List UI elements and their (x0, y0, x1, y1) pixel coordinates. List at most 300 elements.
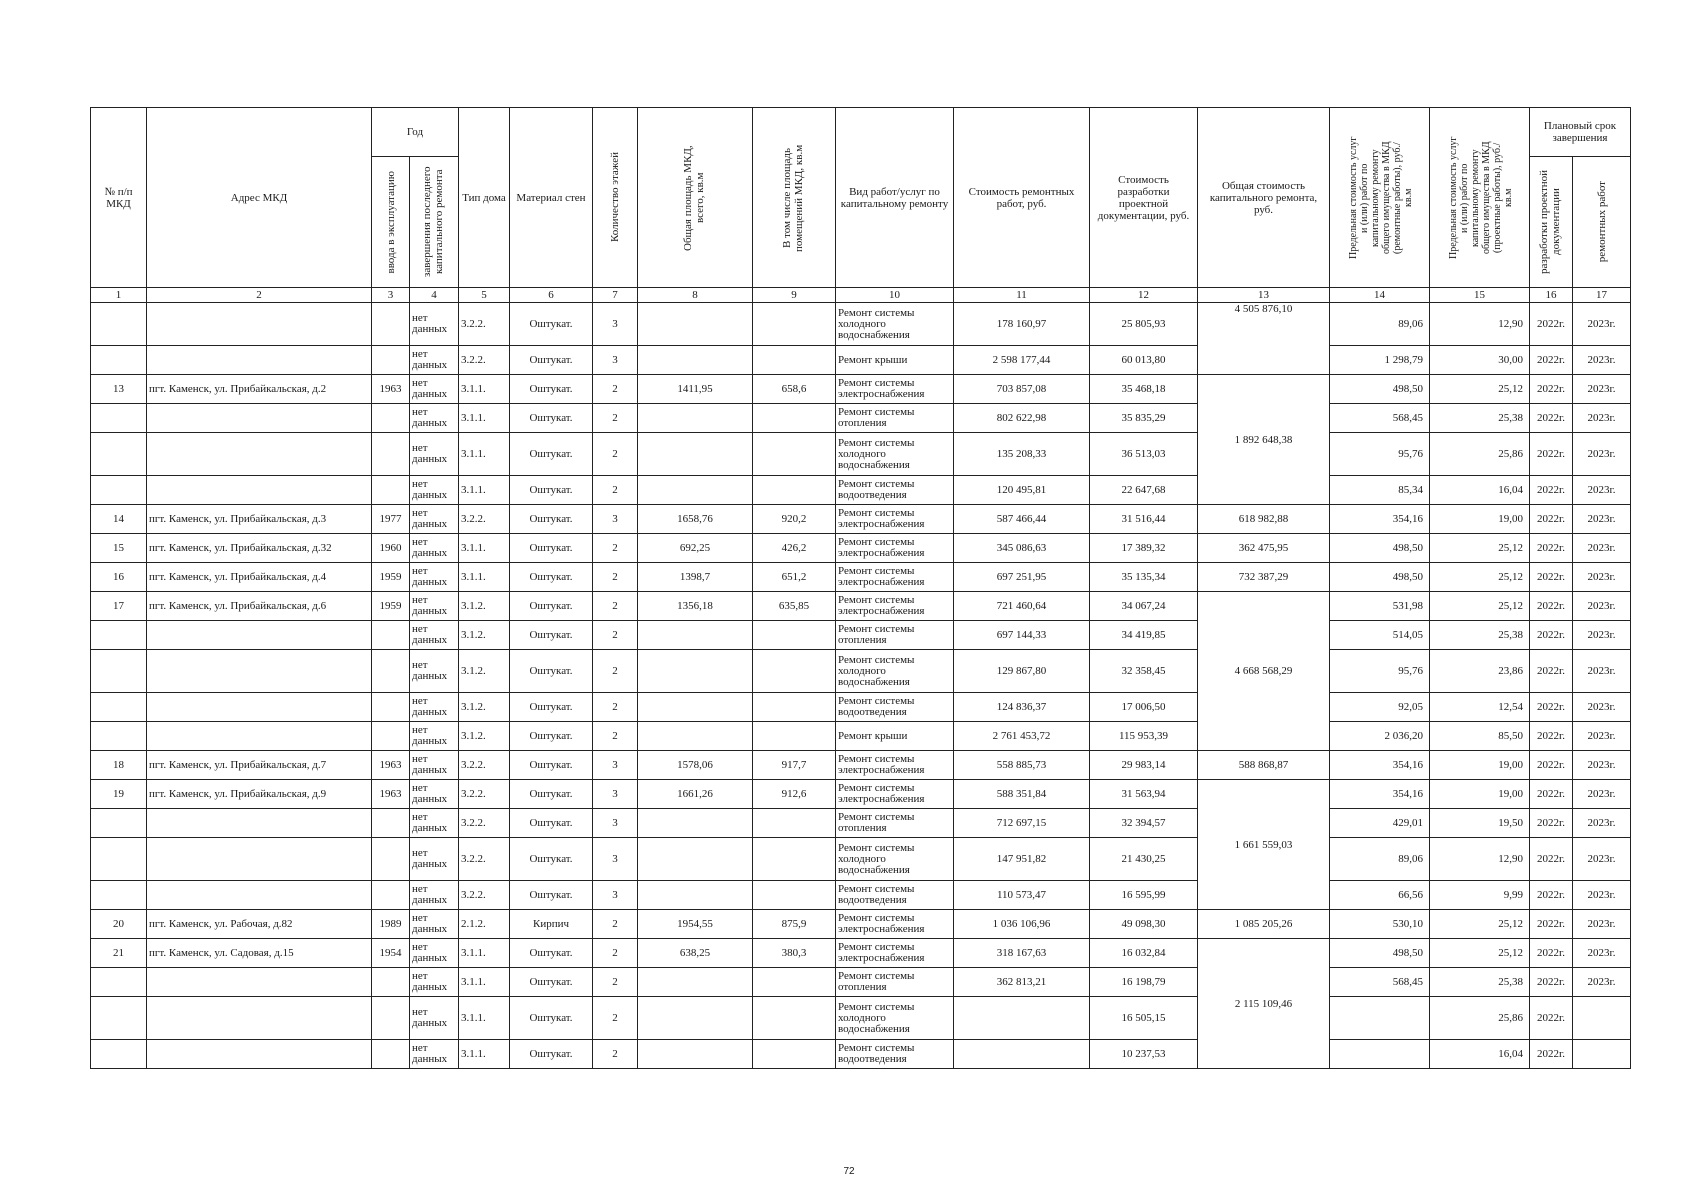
plan-repair-date-cell: 2023г. (1573, 722, 1631, 751)
table-row (91, 563, 1631, 592)
header-limit-design: Предельная стоимость услуг и (или) работ по капитальному ремонту общего имущества в МКД (проектные работы), руб./кв.м (1430, 108, 1530, 288)
total-area-cell (638, 809, 753, 838)
column-number: 4 (410, 288, 459, 303)
address-cell (147, 1040, 372, 1069)
total-area-cell: 1356,18 (638, 592, 753, 621)
plan-repair-date-cell: 2023г. (1573, 476, 1631, 505)
last-repair-year-cell: нет данных (410, 505, 459, 534)
row-number-cell: 19 (91, 780, 147, 809)
limit-repair-cell: 89,06 (1330, 838, 1430, 881)
row-number-cell (91, 433, 147, 476)
total-area-cell: 1578,06 (638, 751, 753, 780)
work-type-cell: Ремонт системы холодного водоснабжения (836, 838, 954, 881)
row-number-cell: 18 (91, 751, 147, 780)
total-area-cell: 1954,55 (638, 910, 753, 939)
commissioning-year-cell: 1960 (372, 534, 410, 563)
wall-material-cell: Оштукат. (510, 375, 593, 404)
column-number: 15 (1430, 288, 1530, 303)
work-type-cell: Ремонт системы водоотведения (836, 881, 954, 910)
header-commissioning-year: ввода в эксплуатацию (372, 157, 410, 288)
premises-area-cell: 651,2 (753, 563, 836, 592)
house-type-cell: 3.2.2. (459, 303, 510, 346)
wall-material-cell: Оштукат. (510, 346, 593, 375)
limit-repair-cell: 2 036,20 (1330, 722, 1430, 751)
premises-area-cell (753, 722, 836, 751)
row-number-cell (91, 404, 147, 433)
house-type-cell: 3.1.2. (459, 722, 510, 751)
commissioning-year-cell: 1959 (372, 563, 410, 592)
design-cost-cell: 49 098,30 (1090, 910, 1198, 939)
table-row (91, 433, 1631, 476)
limit-repair-cell: 531,98 (1330, 592, 1430, 621)
work-type-cell: Ремонт крыши (836, 722, 954, 751)
floors-cell: 3 (593, 838, 638, 881)
limit-design-cell: 25,12 (1430, 592, 1530, 621)
address-cell (147, 404, 372, 433)
house-type-cell: 3.1.1. (459, 534, 510, 563)
house-type-cell: 3.1.2. (459, 650, 510, 693)
total-area-cell: 1411,95 (638, 375, 753, 404)
floors-cell: 2 (593, 404, 638, 433)
wall-material-cell: Оштукат. (510, 433, 593, 476)
address-cell (147, 968, 372, 997)
last-repair-year-cell: нет данных (410, 592, 459, 621)
address-cell: пгт. Каменск, ул. Рабочая, д.82 (147, 910, 372, 939)
design-cost-cell: 16 505,15 (1090, 997, 1198, 1040)
repair-cost-cell: 587 466,44 (954, 505, 1090, 534)
limit-design-cell: 12,90 (1430, 838, 1530, 881)
plan-design-date-cell: 2022г. (1530, 303, 1573, 346)
limit-repair-cell: 85,34 (1330, 476, 1430, 505)
row-number-cell: 16 (91, 563, 147, 592)
total-area-cell (638, 433, 753, 476)
premises-area-cell: 380,3 (753, 939, 836, 968)
last-repair-year-cell: нет данных (410, 809, 459, 838)
total-area-cell (638, 722, 753, 751)
repair-cost-cell: 124 836,37 (954, 693, 1090, 722)
plan-design-date-cell: 2022г. (1530, 505, 1573, 534)
house-type-cell: 2.1.2. (459, 910, 510, 939)
commissioning-year-cell: 1959 (372, 592, 410, 621)
work-type-cell: Ремонт системы отопления (836, 404, 954, 433)
limit-repair-cell: 568,45 (1330, 404, 1430, 433)
repair-cost-cell (954, 1040, 1090, 1069)
repair-cost-cell: 178 160,97 (954, 303, 1090, 346)
header-house-type: Тип дома (459, 108, 510, 288)
column-number: 8 (638, 288, 753, 303)
row-number-cell (91, 303, 147, 346)
premises-area-cell (753, 650, 836, 693)
row-number-cell (91, 1040, 147, 1069)
column-number: 9 (753, 288, 836, 303)
limit-design-cell: 25,12 (1430, 534, 1530, 563)
total-cost-cell: 1 661 559,03 (1198, 780, 1330, 910)
work-type-cell: Ремонт системы отопления (836, 968, 954, 997)
row-number-cell (91, 650, 147, 693)
last-repair-year-cell: нет данных (410, 997, 459, 1040)
plan-repair-date-cell: 2023г. (1573, 303, 1631, 346)
last-repair-year-cell: нет данных (410, 404, 459, 433)
address-cell (147, 722, 372, 751)
last-repair-year-cell: нет данных (410, 650, 459, 693)
last-repair-year-cell: нет данных (410, 621, 459, 650)
plan-repair-date-cell: 2023г. (1573, 404, 1631, 433)
limit-repair-cell: 530,10 (1330, 910, 1430, 939)
wall-material-cell: Оштукат. (510, 968, 593, 997)
design-cost-cell: 31 516,44 (1090, 505, 1198, 534)
limit-design-cell: 16,04 (1430, 476, 1530, 505)
design-cost-cell: 32 394,57 (1090, 809, 1198, 838)
house-type-cell: 3.1.1. (459, 1040, 510, 1069)
limit-design-cell: 12,54 (1430, 693, 1530, 722)
limit-design-cell: 25,38 (1430, 621, 1530, 650)
wall-material-cell: Оштукат. (510, 693, 593, 722)
premises-area-cell: 917,7 (753, 751, 836, 780)
house-type-cell: 3.2.2. (459, 780, 510, 809)
premises-area-cell (753, 476, 836, 505)
design-cost-cell: 17 006,50 (1090, 693, 1198, 722)
premises-area-cell (753, 404, 836, 433)
plan-design-date-cell: 2022г. (1530, 1040, 1573, 1069)
limit-repair-cell: 95,76 (1330, 650, 1430, 693)
limit-repair-cell: 1 298,79 (1330, 346, 1430, 375)
row-number-cell (91, 621, 147, 650)
row-number-cell (91, 997, 147, 1040)
floors-cell: 3 (593, 505, 638, 534)
limit-repair-cell (1330, 997, 1430, 1040)
design-cost-cell: 34 419,85 (1090, 621, 1198, 650)
repair-cost-cell: 697 144,33 (954, 621, 1090, 650)
column-number: 10 (836, 288, 954, 303)
address-cell (147, 693, 372, 722)
row-number-cell: 13 (91, 375, 147, 404)
commissioning-year-cell (372, 476, 410, 505)
house-type-cell: 3.2.2. (459, 838, 510, 881)
address-cell (147, 346, 372, 375)
commissioning-year-cell: 1963 (372, 375, 410, 404)
address-cell: пгт. Каменск, ул. Прибайкальская, д.7 (147, 751, 372, 780)
plan-repair-date-cell: 2023г. (1573, 346, 1631, 375)
commissioning-year-cell: 1963 (372, 751, 410, 780)
limit-design-cell: 19,00 (1430, 505, 1530, 534)
house-type-cell: 3.2.2. (459, 881, 510, 910)
row-number-cell: 21 (91, 939, 147, 968)
commissioning-year-cell: 1954 (372, 939, 410, 968)
house-type-cell: 3.2.2. (459, 505, 510, 534)
repair-cost-cell: 318 167,63 (954, 939, 1090, 968)
limit-design-cell: 25,12 (1430, 375, 1530, 404)
total-area-cell (638, 997, 753, 1040)
premises-area-cell (753, 968, 836, 997)
premises-area-cell: 426,2 (753, 534, 836, 563)
last-repair-year-cell: нет данных (410, 563, 459, 592)
repair-cost-cell: 129 867,80 (954, 650, 1090, 693)
plan-design-date-cell: 2022г. (1530, 751, 1573, 780)
plan-design-date-cell: 2022г. (1530, 476, 1573, 505)
plan-design-date-cell: 2022г. (1530, 563, 1573, 592)
column-number: 13 (1198, 288, 1330, 303)
repair-cost-cell: 2 598 177,44 (954, 346, 1090, 375)
limit-repair-cell: 66,56 (1330, 881, 1430, 910)
floors-cell: 2 (593, 997, 638, 1040)
design-cost-cell: 16 595,99 (1090, 881, 1198, 910)
plan-repair-date-cell: 2023г. (1573, 592, 1631, 621)
address-cell (147, 476, 372, 505)
row-number-cell (91, 476, 147, 505)
limit-repair-cell: 498,50 (1330, 939, 1430, 968)
last-repair-year-cell: нет данных (410, 780, 459, 809)
work-type-cell: Ремонт системы отопления (836, 621, 954, 650)
floors-cell: 2 (593, 592, 638, 621)
house-type-cell: 3.1.1. (459, 968, 510, 997)
plan-repair-date-cell: 2023г. (1573, 433, 1631, 476)
table-row (91, 534, 1631, 563)
limit-repair-cell: 95,76 (1330, 433, 1430, 476)
last-repair-year-cell: нет данных (410, 433, 459, 476)
work-type-cell: Ремонт системы электроснабжения (836, 592, 954, 621)
premises-area-cell (753, 809, 836, 838)
wall-material-cell: Оштукат. (510, 939, 593, 968)
plan-design-date-cell: 2022г. (1530, 881, 1573, 910)
total-area-cell (638, 404, 753, 433)
wall-material-cell: Оштукат. (510, 404, 593, 433)
work-type-cell: Ремонт системы электроснабжения (836, 563, 954, 592)
header-total-area: Общая площадь МКД, всего, кв.м (638, 108, 753, 288)
column-number: 12 (1090, 288, 1198, 303)
plan-repair-date-cell (1573, 997, 1631, 1040)
wall-material-cell: Оштукат. (510, 1040, 593, 1069)
limit-design-cell: 25,86 (1430, 433, 1530, 476)
total-cost-cell: 2 115 109,46 (1198, 939, 1330, 1069)
design-cost-cell: 31 563,94 (1090, 780, 1198, 809)
address-cell: пгт. Каменск, ул. Садовая, д.15 (147, 939, 372, 968)
commissioning-year-cell: 1977 (372, 505, 410, 534)
limit-design-cell: 25,12 (1430, 939, 1530, 968)
plan-repair-date-cell: 2023г. (1573, 968, 1631, 997)
plan-design-date-cell: 2022г. (1530, 375, 1573, 404)
header-plan-repair: ремонтных работ (1573, 157, 1631, 288)
repair-cost-cell: 120 495,81 (954, 476, 1090, 505)
floors-cell: 2 (593, 910, 638, 939)
design-cost-cell: 115 953,39 (1090, 722, 1198, 751)
address-cell (147, 881, 372, 910)
row-number-cell (91, 693, 147, 722)
commissioning-year-cell (372, 838, 410, 881)
floors-cell: 2 (593, 534, 638, 563)
plan-repair-date-cell (1573, 1040, 1631, 1069)
address-cell (147, 433, 372, 476)
last-repair-year-cell: нет данных (410, 881, 459, 910)
last-repair-year-cell: нет данных (410, 939, 459, 968)
header-year-group: Год (372, 108, 459, 157)
floors-cell: 2 (593, 375, 638, 404)
commissioning-year-cell (372, 809, 410, 838)
house-type-cell: 3.1.1. (459, 997, 510, 1040)
house-type-cell: 3.1.2. (459, 693, 510, 722)
total-cost-cell: 4 668 568,29 (1198, 592, 1330, 751)
commissioning-year-cell (372, 968, 410, 997)
limit-design-cell: 9,99 (1430, 881, 1530, 910)
limit-repair-cell: 354,16 (1330, 780, 1430, 809)
design-cost-cell: 17 389,32 (1090, 534, 1198, 563)
address-cell: пгт. Каменск, ул. Прибайкальская, д.6 (147, 592, 372, 621)
design-cost-cell: 34 067,24 (1090, 592, 1198, 621)
commissioning-year-cell (372, 722, 410, 751)
row-number-cell: 15 (91, 534, 147, 563)
address-cell: пгт. Каменск, ул. Прибайкальская, д.4 (147, 563, 372, 592)
total-area-cell: 638,25 (638, 939, 753, 968)
address-cell: пгт. Каменск, ул. Прибайкальская, д.32 (147, 534, 372, 563)
row-number-cell (91, 881, 147, 910)
limit-design-cell: 25,12 (1430, 910, 1530, 939)
address-cell (147, 997, 372, 1040)
limit-repair-cell: 92,05 (1330, 693, 1430, 722)
limit-design-cell: 23,86 (1430, 650, 1530, 693)
table-row (91, 693, 1631, 722)
repair-cost-cell: 712 697,15 (954, 809, 1090, 838)
total-area-cell (638, 881, 753, 910)
commissioning-year-cell (372, 881, 410, 910)
limit-repair-cell: 498,50 (1330, 534, 1430, 563)
work-type-cell: Ремонт крыши (836, 346, 954, 375)
repair-cost-cell: 802 622,98 (954, 404, 1090, 433)
design-cost-cell: 35 135,34 (1090, 563, 1198, 592)
house-type-cell: 3.1.2. (459, 621, 510, 650)
table-row (91, 650, 1631, 693)
commissioning-year-cell (372, 346, 410, 375)
row-number-cell: 14 (91, 505, 147, 534)
premises-area-cell (753, 838, 836, 881)
floors-cell: 2 (593, 939, 638, 968)
address-cell: пгт. Каменск, ул. Прибайкальская, д.3 (147, 505, 372, 534)
premises-area-cell: 920,2 (753, 505, 836, 534)
floors-cell: 2 (593, 621, 638, 650)
work-type-cell: Ремонт системы электроснабжения (836, 505, 954, 534)
address-cell: пгт. Каменск, ул. Прибайкальская, д.2 (147, 375, 372, 404)
limit-repair-cell: 354,16 (1330, 751, 1430, 780)
row-number-cell (91, 722, 147, 751)
plan-repair-date-cell: 2023г. (1573, 563, 1631, 592)
total-area-cell (638, 650, 753, 693)
commissioning-year-cell (372, 404, 410, 433)
total-area-cell: 1398,7 (638, 563, 753, 592)
header-design-cost: Стоимость разработки проектной документации, руб. (1090, 108, 1198, 288)
house-type-cell: 3.1.2. (459, 592, 510, 621)
commissioning-year-cell (372, 650, 410, 693)
house-type-cell: 3.1.1. (459, 433, 510, 476)
plan-design-date-cell: 2022г. (1530, 997, 1573, 1040)
limit-design-cell: 30,00 (1430, 346, 1530, 375)
wall-material-cell: Кирпич (510, 910, 593, 939)
limit-repair-cell (1330, 1040, 1430, 1069)
premises-area-cell (753, 433, 836, 476)
plan-design-date-cell: 2022г. (1530, 346, 1573, 375)
premises-area-cell (753, 881, 836, 910)
limit-design-cell: 25,12 (1430, 563, 1530, 592)
row-number-cell (91, 838, 147, 881)
floors-cell: 2 (593, 476, 638, 505)
column-number: 14 (1330, 288, 1430, 303)
page-number: 72 (843, 1166, 855, 1177)
header-plan-design: разработки проектной документации (1530, 157, 1573, 288)
work-type-cell: Ремонт системы электроснабжения (836, 910, 954, 939)
plan-design-date-cell: 2022г. (1530, 722, 1573, 751)
repair-cost-cell (954, 997, 1090, 1040)
column-number: 16 (1530, 288, 1573, 303)
work-type-cell: Ремонт системы электроснабжения (836, 375, 954, 404)
table-row (91, 505, 1631, 534)
wall-material-cell: Оштукат. (510, 592, 593, 621)
column-number: 5 (459, 288, 510, 303)
address-cell: пгт. Каменск, ул. Прибайкальская, д.9 (147, 780, 372, 809)
limit-repair-cell: 568,45 (1330, 968, 1430, 997)
plan-repair-date-cell: 2023г. (1573, 838, 1631, 881)
table-row (91, 809, 1631, 838)
table-row (91, 303, 1631, 346)
wall-material-cell: Оштукат. (510, 621, 593, 650)
last-repair-year-cell: нет данных (410, 838, 459, 881)
design-cost-cell: 25 805,93 (1090, 303, 1198, 346)
design-cost-cell: 16 198,79 (1090, 968, 1198, 997)
last-repair-year-cell: нет данных (410, 910, 459, 939)
plan-repair-date-cell: 2023г. (1573, 910, 1631, 939)
plan-repair-date-cell: 2023г. (1573, 809, 1631, 838)
last-repair-year-cell: нет данных (410, 534, 459, 563)
header-repair-cost: Стоимость ремонтных работ, руб. (954, 108, 1090, 288)
total-area-cell (638, 621, 753, 650)
total-cost-cell: 588 868,87 (1198, 751, 1330, 780)
table-row (91, 722, 1631, 751)
limit-repair-cell: 429,01 (1330, 809, 1430, 838)
header-premises-area: В том числе площадь помещений МКД, кв.м (753, 108, 836, 288)
commissioning-year-cell (372, 303, 410, 346)
repair-cost-cell: 135 208,33 (954, 433, 1090, 476)
last-repair-year-cell: нет данных (410, 476, 459, 505)
row-number-cell (91, 968, 147, 997)
plan-design-date-cell: 2022г. (1530, 433, 1573, 476)
repair-cost-cell: 110 573,47 (954, 881, 1090, 910)
last-repair-year-cell: нет данных (410, 1040, 459, 1069)
last-repair-year-cell: нет данных (410, 722, 459, 751)
commissioning-year-cell: 1989 (372, 910, 410, 939)
last-repair-year-cell: нет данных (410, 346, 459, 375)
limit-design-cell: 19,00 (1430, 780, 1530, 809)
design-cost-cell: 29 983,14 (1090, 751, 1198, 780)
wall-material-cell: Оштукат. (510, 997, 593, 1040)
total-cost-cell: 4 505 876,10 (1198, 303, 1330, 375)
plan-design-date-cell: 2022г. (1530, 534, 1573, 563)
work-type-cell: Ремонт системы холодного водоснабжения (836, 303, 954, 346)
limit-repair-cell: 498,50 (1330, 375, 1430, 404)
wall-material-cell: Оштукат. (510, 534, 593, 563)
wall-material-cell: Оштукат. (510, 881, 593, 910)
total-cost-cell: 1 085 205,26 (1198, 910, 1330, 939)
work-type-cell: Ремонт системы холодного водоснабжения (836, 997, 954, 1040)
address-cell (147, 303, 372, 346)
plan-repair-date-cell: 2023г. (1573, 621, 1631, 650)
work-type-cell: Ремонт системы водоотведения (836, 1040, 954, 1069)
design-cost-cell: 36 513,03 (1090, 433, 1198, 476)
row-number-cell (91, 809, 147, 838)
limit-design-cell: 25,86 (1430, 997, 1530, 1040)
work-type-cell: Ремонт системы электроснабжения (836, 780, 954, 809)
repair-cost-cell: 588 351,84 (954, 780, 1090, 809)
limit-design-cell: 16,04 (1430, 1040, 1530, 1069)
plan-repair-date-cell: 2023г. (1573, 751, 1631, 780)
header-work-type: Вид работ/услуг по капитальному ремонту (836, 108, 954, 288)
limit-design-cell: 85,50 (1430, 722, 1530, 751)
plan-design-date-cell: 2022г. (1530, 693, 1573, 722)
